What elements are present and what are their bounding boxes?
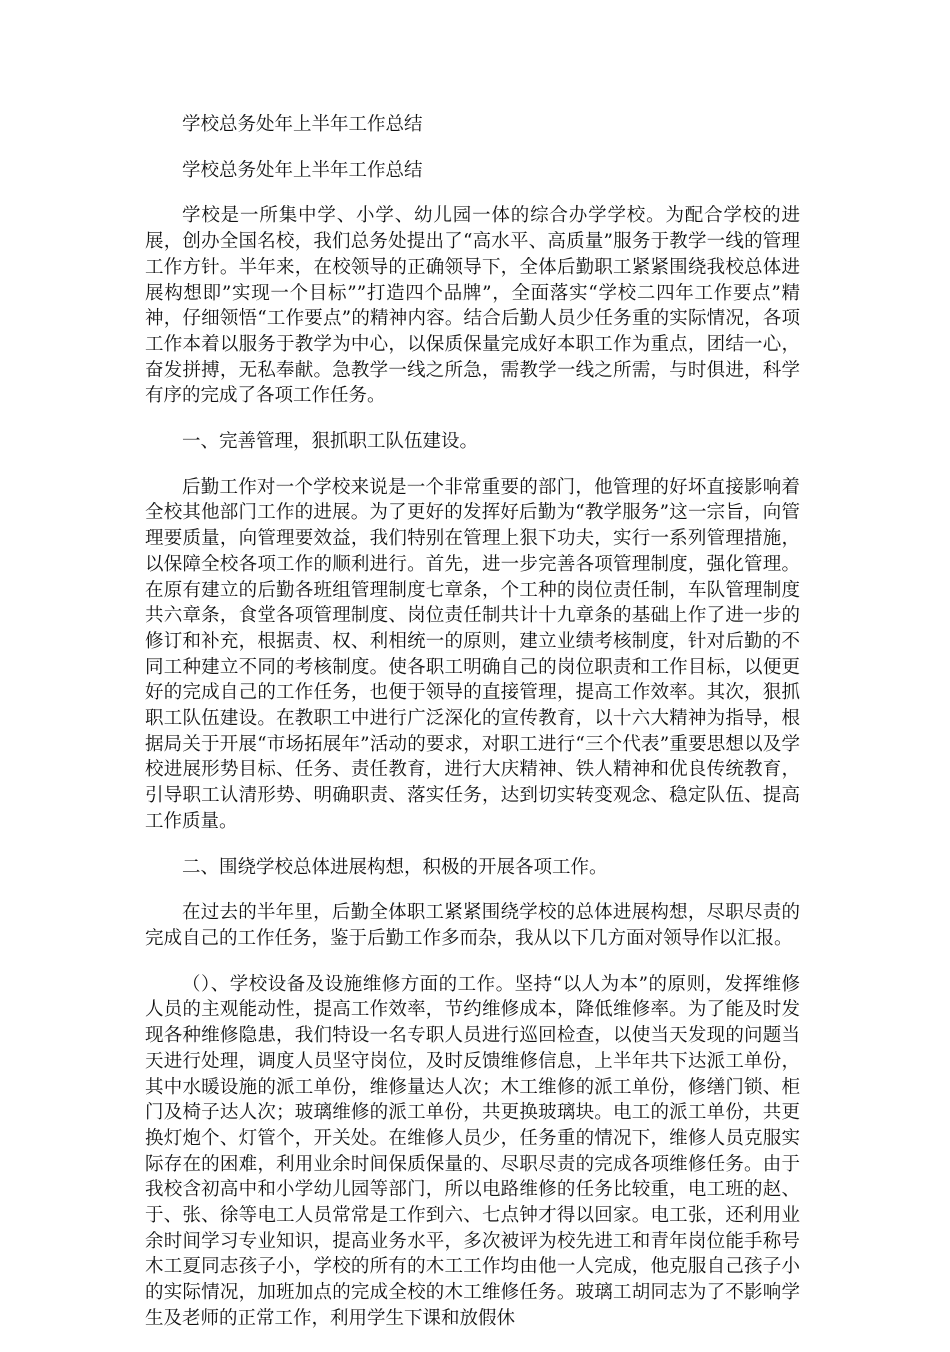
section-heading-2: 二、围绕学校总体进展构想，积极的开展各项工作。 (182, 856, 608, 878)
document-page (145, 112, 800, 1352)
section-heading-1: 一、完善管理，狠抓职工队伍建设。 (182, 431, 479, 453)
overview-paragraph: 在过去的半年里，后勤全体职工紧紧围绕学校的总体进展构想，尽职尽责的完成自己的工作任务，鉴于后勤工作多而杂，我从以下几方面对领导作以汇报。 (145, 902, 800, 949)
document-title: 学校总务处年上半年工作总结 (182, 114, 423, 135)
management-paragraph: 后勤工作对一个学校来说是一个非常重要的部门，他管理的好坏直接影响着全校其他部门工作的进展。为了更好的发挥好后勤为“教学服务”这一宗旨，向管理要质量，向管理要效益，我们特别在管理上狠下功夫，实行一系列管理措施，以保障全校各项工作的顺利进行。首先，进一步完善各项管理制度，强化管理。在原有建立的后勤各班组管理制度七章条，个工种的岗位责任制，车队管理制度共六章条，食堂各项管理制度、岗位责任制共计十九章条的基础上作了进一步的修订和补充，根据责、权、利相统一的原则，建立业绩考核制度，针对后勤的不同工种建立不同的考核制度。使各职工明确自己的岗位职责和工作目标，以便更好的完成自己的工作任务，也便于领导的直接管理，提高工作效率。其次，狠抓职工队伍建设。在教职工中进行广泛深化的宣传教育，以十六大精神为指导，根据局关于开展“市场拓展年”活动的要求，对职工进行“三个代表”重要思想以及学校进展形势目标、任务、责任教育，进行大庆精神、铁人精神和优良传统教育，引导职工认清形势、明确职责、落实任务，达到切实转变观念、稳定队伍、提高工作质量。 (145, 476, 800, 832)
maintenance-paragraph: （）、学校设备及设施维修方面的工作。坚持“以人为本”的原则，发挥维修人员的主观能动性，提高工作效率，节约维修成本，降低维修率。为了能及时发现各种维修隐患，我们特设一名专职人员进行巡回检查，以使当天发现的问题当天进行处理，调度人员坚守岗位，及时反馈维修信息，上半年共下达派工单份，其中水暖设施的派工单份，维修量达人次；木工维修的派工单份，修缮门锁、柜门及椅子达人次；玻璃维修的派工单份，共更换玻璃块。电工的派工单份，共更换灯炮个、灯管个，开关处。在维修人员少，任务重的情况下，维修人员克服实际存在的困难，利用业余时间保质保量的、尽职尽责的完成各项维修任务。由于我校含初高中和小学幼儿园等部门，所以电路维修的任务比较重，电工班的赵、于、张、徐等电工人员常常是工作到六、七点钟才得以回家。电工张，还利用业余时间学习专业知识，提高业务水平，多次被评为校先进工和青年岗位能手称号木工夏同志孩子小，学校的所有的木工工作均由他一人完成，他克服自己孩子小的实际情况，加班加点的完成全校的木工维修任务。玻璃工胡同志为了不影响学生及老师的正常工作，利用学生下课和放假休 (145, 973, 800, 1329)
document-subtitle: 学校总务处年上半年工作总结 (182, 159, 423, 181)
intro-paragraph: 学校是一所集中学、小学、幼儿园一体的综合办学学校。为配合学校的进展，创办全国名校，我们总务处提出了“高水平、高质量”服务于教学一线的管理工作方针。半年来，在校领导的正确领导下，全体后勤职工紧紧围绕我校总体进展构想即”实现一个目标””打造四个品牌”，全面落实“学校二四年工作要点”精神，仔细领悟“工作要点”的精神内容。结合后勤人员少任务重的实际情况，各项工作本着以服务于教学为中心，以保质保量完成好本职工作为重点，团结一心，奋发拼搏，无私奉献。急教学一线之所急，需教学一线之所需，与时俱进，科学有序的完成了各项工作任务。 (145, 205, 800, 407)
